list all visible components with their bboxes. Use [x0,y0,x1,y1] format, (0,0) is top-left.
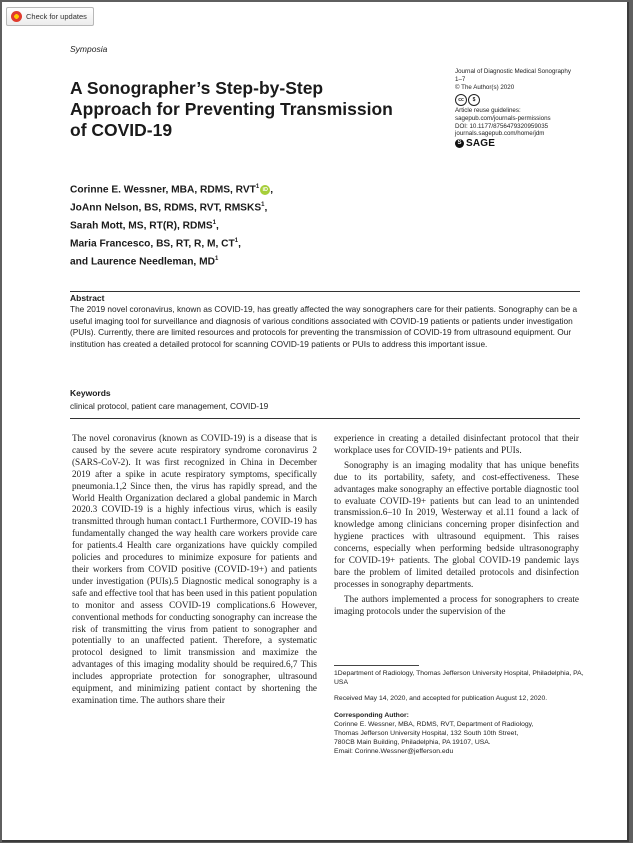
journal-home-link[interactable]: journals.sagepub.com/home/jdm [455,130,545,138]
author-name-text: Sarah Mott, MS, RT(R), RDMS [70,220,213,232]
author-separator: , [270,184,274,196]
body-paragraph: The novel coronavirus (known as COVID-19) is a disease that is caused by the severe acute respiratory syndrome coronavirus 2 (SARS-CoV-2). It was first recognized in China in December 2019 after a spike in acute respiratory symptoms, specifically pneumonia.1,2 Since then, the virus has rapidly spread, and the World Health Organization declared a global pandemic in March 2020.3 COVID-19 is a highly infectious virus, which is easily transmitted through human contact.1 Furthermore, COVID-19 has fundamentally changed the way health care workers provide care for patients.4 Health care organizations have quickly compiled policies and procedures to minimize exposure for patients and their workers from COVID positive (COVID-19+) and patients under investigation (PUIs).5 Diagnostic medical sonography is a safe and effective tool that has been used in this patient population to monitor and assess COVID-19 complications.6 However, conventional methods for conducting sonography can increase the risk of transmitting the virus from patient to sonographer and potentially to an unaffected patient. Therefore, a systematic protocol designed to limit transmission and maximize the advantages of this imaging modality should be required.6,7 This includes appropriate protection for sonographer, ultrasound equipment, and minimizing patient contact by shortening the examination time. The authors share their [72,433,317,705]
author-name [70,252,370,270]
journal-pages: 1–7 [455,75,466,83]
doi-link[interactable]: DOI: 10.1177/8756479320959035 [455,122,549,130]
sage-logo [455,139,625,148]
author-name [70,234,370,252]
affiliation-marker: 1 [234,237,239,244]
keywords-heading: Keywords [70,388,111,398]
author-separator: , [238,238,241,250]
abstract-text: The 2019 novel coronavirus, known as COVID-19, has greatly affected the way sonographers care for their patients. Sonography can be a useful imaging tool for surveillance and diagnosis of various conditions associated with COVID-19 patients or patients under investigation (PUIs). Currently, there are limited resources and protocols for preventing the transmission of COVID-19 from ultrasound equipment. Our institution has created a detailed protocol for scanning COVID-19 patients or PUIs to address this important issue. [70,304,578,350]
article-title: A Sonographer’s Step-by-Step Approach for Preventing Transmission of COVID-19 [70,78,393,140]
affiliation-marker: 1 [212,219,216,226]
author-separator: , [215,220,219,232]
reuse-label: Article reuse guidelines: [455,106,521,114]
crossmark-icon [11,11,22,22]
author-name-text: JoAnn Nelson, BS, RDMS, RVT, RMSKS [70,202,262,214]
keywords-text: clinical protocol, patient care management, COVID-19 [70,401,269,411]
corresponding-author-email[interactable]: Email: Corinne.Wessner@jefferson.edu [334,748,454,756]
author-name-text: Corinne E. Wessner, MBA, RDMS, RVT [70,184,256,196]
journal-section-label: Symposia [70,44,108,54]
body-paragraph: The authors implemented a process for sonographers to create imaging protocols under the supervision of the [334,593,579,616]
check-for-updates-button[interactable] [6,7,94,26]
author-name [70,198,370,216]
author-name-text: and Laurence Needleman, MD [70,256,215,268]
affiliation-marker: 1 [261,201,265,208]
divider [70,418,580,419]
footnote-divider [334,665,419,666]
journal-info-block [455,68,625,148]
author-list [70,180,370,270]
divider [70,291,580,292]
affiliation-note: 1Department of Radiology, Thomas Jefferson University Hospital, Philadelphia, PA, USA [334,670,584,687]
cc-license-icon: cc $ [455,94,480,106]
body-paragraph: experience in creating a detailed disinfectant protocol that their workplace uses for COVID-19+ patients and PUIs. [334,433,579,455]
affiliation-marker: 1 [255,184,260,190]
copyright-line: © The Author(s) 2020 [455,83,515,91]
abstract-heading: Abstract [70,293,105,303]
author-name [70,216,370,234]
orcid-icon[interactable]: iD [260,185,270,195]
author-name-text: Maria Francesco, BS, RT, R, M, CT [70,238,235,250]
body-paragraph: Sonography is an imaging modality that has unique benefits due to its portability, safety, and cost-effectiveness. These advantages make sonography an effective portable diagnostic tool to evaluate COVID-19+ patients but can lead to an unintended transmission.6–10 In 2019, Westerway et al.11 found a lack of knowledge among clinicians concerning proper disinfection and hygiene practices with ultrasound equipment. This raises concerns, especially when performing bedside ultrasonography for COVID-19+ patients. The global COVID-19 pandemic lays bare the problem of limited detailed protocols and disinfection processes in sonography departments. [334,459,579,589]
author-separator: , [264,202,268,214]
corresponding-author-heading: Corresponding Author: [334,711,409,719]
sage-logo-text: SAGE [466,137,496,149]
affiliation-marker: 1 [214,255,219,262]
body-column-right [334,433,579,618]
footnotes [334,665,584,757]
received-note: Received May 14, 2020, and accepted for publication August 12, 2020. [334,695,548,703]
corresponding-author-line: Corinne E. Wessner, MBA, RDMS, RVT, Department of Radiology, [334,720,534,728]
corresponding-author-line: 780CB Main Building, Philadelphia, PA 19107, USA. [334,739,491,747]
journal-name: Journal of Diagnostic Medical Sonography [455,68,571,75]
check-for-updates-label: Check for updates [26,12,87,21]
corresponding-author-line: Thomas Jefferson University Hospital, 132 South 10th Street, [334,730,519,738]
reuse-link[interactable]: sagepub.com/journals-permissions [455,114,551,122]
body-column-left [72,433,317,707]
article-page [2,2,629,842]
sage-logo-icon: S [455,139,464,148]
author-name [70,180,370,198]
